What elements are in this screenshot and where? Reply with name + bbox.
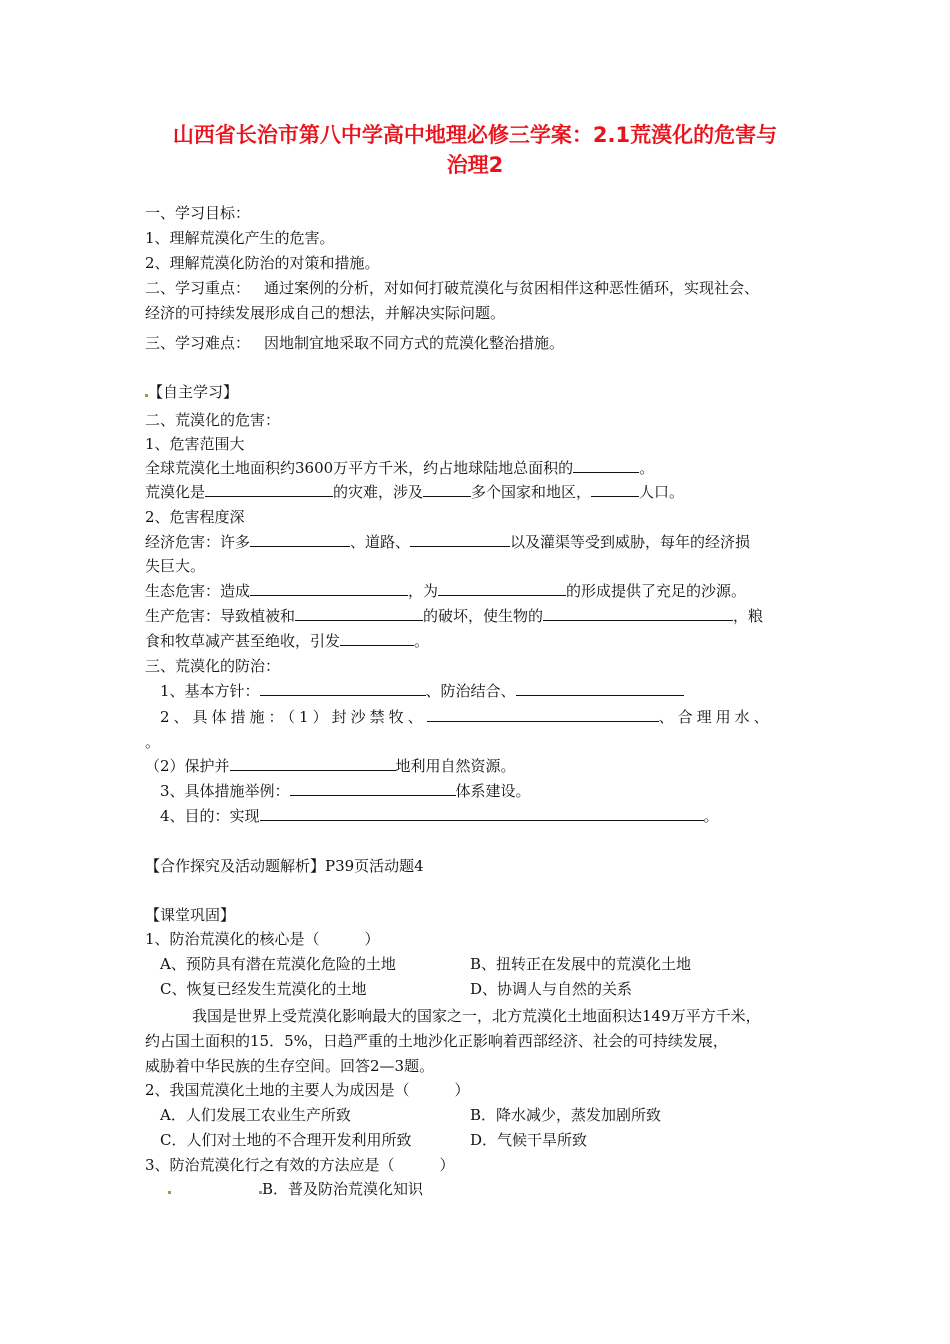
objectives-heading: 一、学习目标：: [145, 204, 251, 222]
prod-text-c: ，粮: [733, 607, 764, 625]
answer-blank[interactable]: [628, 806, 704, 821]
q1-option-c[interactable]: C、恢复已经发生荒漠化的土地: [160, 980, 367, 998]
self-study-heading-line: [145, 382, 238, 402]
passage-line3: 威胁着中华民族的生存空间。回答2—3题。: [145, 1057, 435, 1075]
key-points-text2: 经济的可持续发展形成自己的想法，并解决实际问题。: [145, 304, 506, 322]
prod-text-e: 。: [414, 632, 430, 650]
harm-text-d: 人口。: [639, 483, 685, 501]
key-points-line1: [145, 278, 759, 298]
measures-text-b: 、合理用水、: [658, 708, 773, 726]
answer-blank[interactable]: [543, 606, 733, 621]
prod-harm-line2: [145, 631, 429, 651]
answer-blank[interactable]: [591, 482, 639, 497]
measures-text-a: 2、具体措施：（1）封沙禁牧、: [160, 708, 427, 726]
example-text-b: 体系建设。: [455, 782, 531, 800]
answer-blank[interactable]: [205, 482, 333, 497]
answer-blank[interactable]: [340, 631, 414, 646]
answer-blank[interactable]: [260, 806, 466, 821]
section-control-heading: 三、荒漠化的防治：: [145, 657, 281, 675]
answer-blank[interactable]: [423, 482, 471, 497]
policy-text-a: 1、基本方针：: [160, 682, 260, 700]
goal-text-b: 。: [703, 807, 719, 825]
mark-dot: [168, 1191, 171, 1194]
measures-line: [160, 707, 773, 727]
harm-text-b: 的灾难，涉及: [333, 483, 424, 501]
harm-scope-line1: [145, 458, 654, 478]
answer-blank[interactable]: [534, 806, 628, 821]
econ-text-a: 经济危害：许多: [145, 533, 251, 551]
key-points-label: 二、学习重点：: [145, 279, 251, 297]
measures-end: 。: [145, 733, 161, 751]
question-1: 1、防治荒漠化的核心是（ ）: [145, 930, 380, 948]
q1-option-d[interactable]: D、协调人与自然的关系: [470, 980, 633, 998]
question-2: 2、我国荒漠化土地的主要人为成因是（ ）: [145, 1081, 470, 1099]
econ-text-c: 以及灌渠等受到威胁，每年的经济损: [510, 533, 751, 551]
example-text-a: 3、具体措施举例：: [160, 782, 290, 800]
econ-harm-line2: 失巨大。: [145, 557, 206, 575]
eco-text-a: 生态危害：造成: [145, 582, 251, 600]
q1-option-b[interactable]: B、扭转正在发展中的荒漠化土地: [470, 955, 692, 973]
question-3: 3、防治荒漠化行之有效的方法应是（ ）: [145, 1156, 455, 1174]
section-harm-heading: 二、荒漠化的危害：: [145, 411, 281, 429]
answer-blank[interactable]: [295, 606, 423, 621]
objective-1: 1、理解荒漠化产生的危害。: [145, 229, 335, 247]
harm-scope-end: 。: [639, 459, 655, 477]
harm-degree-heading: 2、危害程度深: [145, 508, 245, 526]
goal-line: [160, 806, 719, 826]
protect-line: [145, 756, 516, 776]
prod-harm-line1: [145, 606, 763, 626]
harm-scope-heading: 1、危害范围大: [145, 435, 245, 453]
self-study-heading: 【自主学习】: [148, 383, 239, 401]
eco-text-b: ，为: [408, 582, 439, 600]
harm-text-c: 多个国家和地区，: [471, 483, 592, 501]
harm-scope-line2: [145, 482, 684, 502]
q3-option-b-line: [168, 1179, 423, 1199]
difficulty-line: [145, 333, 564, 353]
econ-harm-line1: [145, 532, 750, 552]
page-title-line1: 山西省长治市第八中学高中地理必修三学案：2.1荒漠化的危害与: [172, 123, 778, 147]
prod-text-d: 食和牧草减产甚至绝收，引发: [145, 632, 341, 650]
q1-option-a[interactable]: A、预防具有潜在荒漠化危险的土地: [160, 955, 396, 973]
q3-option-b[interactable]: B．普及防治荒漠化知识: [262, 1180, 424, 1198]
policy-line: [160, 681, 684, 701]
difficulty-label: 三、学习难点：: [145, 334, 251, 352]
answer-blank[interactable]: [230, 756, 396, 771]
q2-option-d[interactable]: D．气候干旱所致: [470, 1131, 588, 1149]
passage-line1: 我国是世界上受荒漠化影响最大的国家之一，北方荒漠化土地面积达149万平方千米，: [192, 1007, 761, 1025]
prod-text-a: 生产危害：导致植被和: [145, 607, 296, 625]
class-heading: 【课堂巩固】: [145, 906, 236, 924]
harm-text-a: 荒漠化是: [145, 483, 206, 501]
answer-blank[interactable]: [410, 532, 510, 547]
goal-text-a: 4、目的：实现: [160, 807, 260, 825]
answer-blank[interactable]: [466, 806, 534, 821]
answer-blank[interactable]: [250, 581, 408, 596]
policy-text-b: 、防治结合、: [425, 682, 516, 700]
page-title-line2: 治理2: [446, 153, 504, 177]
objective-2: 2、理解荒漠化防治的对策和措施。: [145, 254, 380, 272]
answer-blank[interactable]: [290, 781, 456, 796]
q2-option-b[interactable]: B．降水减少，蒸发加剧所致: [470, 1106, 662, 1124]
protect-text-b: 地利用自然资源。: [395, 757, 516, 775]
passage-line2: 约占国土面积的15．5%，日趋严重的土地沙化正影响着西部经济、社会的可持续发展，: [145, 1032, 728, 1050]
q2-option-c[interactable]: C．人们对土地的不合理开发利用所致: [160, 1131, 412, 1149]
key-points-text1: 通过案例的分析，对如何打破荒漠化与贫困相伴这种恶性循环，实现社会、: [264, 279, 760, 297]
difficulty-text: 因地制宜地采取不同方式的荒漠化整治措施。: [264, 334, 565, 352]
coop-heading: 【合作探究及活动题解析】P39页活动题4: [145, 857, 424, 875]
econ-text-b: 、道路、: [350, 533, 411, 551]
answer-blank[interactable]: [250, 532, 350, 547]
prod-text-b: 的破坏，使生物的: [423, 607, 544, 625]
harm-scope-text: 全球荒漠化土地面积约3600万平方千米，约占地球陆地总面积的: [145, 459, 574, 477]
protect-text-a: （2）保护并: [145, 757, 230, 775]
eco-harm-line: [145, 581, 746, 601]
q2-option-a[interactable]: A．人们发展工农业生产所致: [160, 1106, 351, 1124]
answer-blank[interactable]: [573, 458, 639, 473]
example-line: [160, 781, 531, 801]
answer-blank[interactable]: [260, 681, 426, 696]
answer-blank[interactable]: [427, 707, 659, 722]
answer-blank[interactable]: [516, 681, 684, 696]
answer-blank[interactable]: [438, 581, 566, 596]
eco-text-c: 的形成提供了充足的沙源。: [566, 582, 747, 600]
